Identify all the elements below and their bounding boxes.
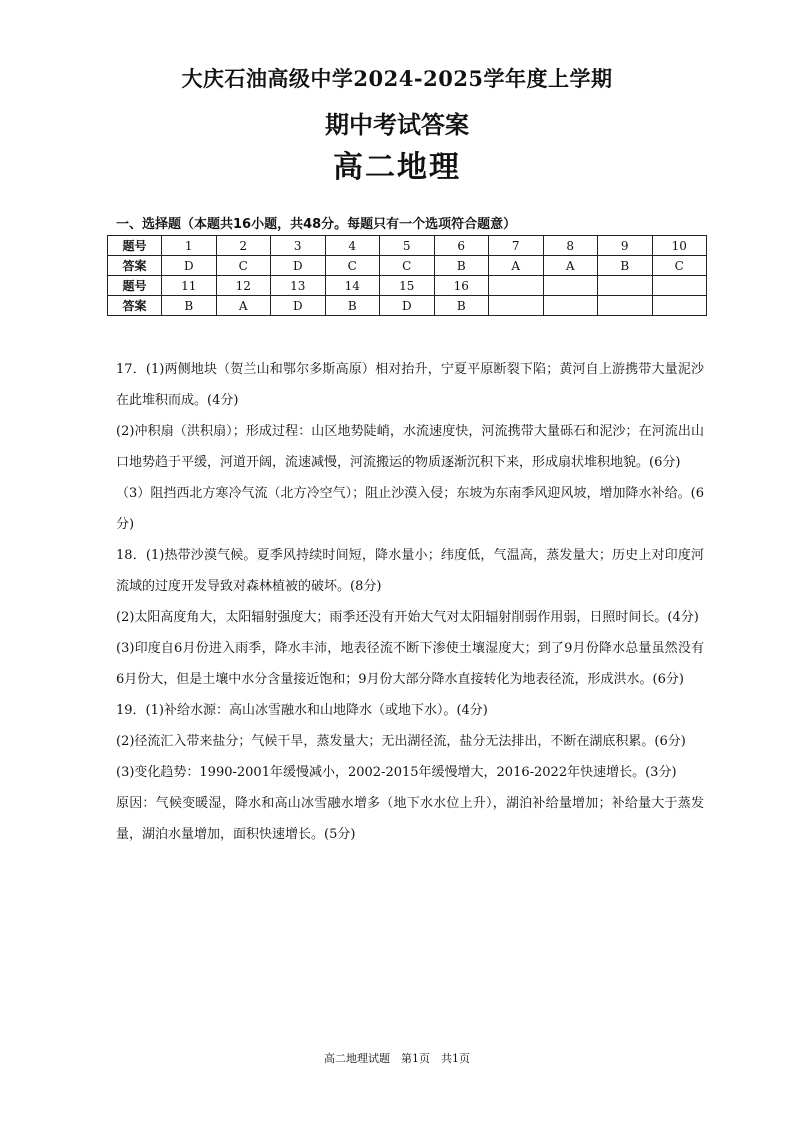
question-number: 1 (162, 236, 217, 256)
question-number: 14 (325, 276, 380, 296)
answer-cell: D (271, 296, 326, 316)
question-number: 11 (162, 276, 217, 296)
exam-title: 期中考试答案 (325, 110, 469, 139)
question-number: 9 (598, 236, 653, 256)
empty-cell (489, 276, 544, 296)
answer-cell: C (325, 256, 380, 276)
answer-cell: C (216, 256, 271, 276)
question-number: 6 (434, 236, 489, 256)
empty-cell (598, 276, 653, 296)
answer-cell: B (598, 256, 653, 276)
question-number: 13 (271, 276, 326, 296)
answer-cell: A (216, 296, 271, 316)
answer-cell: D (271, 256, 326, 276)
empty-cell (598, 296, 653, 316)
empty-cell (489, 296, 544, 316)
answer-17-part-2: (2)冲积扇（洪积扇）；形成过程：山区地势陡峭，水流速度快，河流携带大量砾石和泥沙；在河流出山口地势趋于平缓，河道开阔，流速减慢，河流搬运的物质逐渐沉积下来，形成扇状堆积地貌。(6分) (116, 424, 704, 470)
answer-cell: A (489, 256, 544, 276)
free-response-answers (116, 354, 704, 850)
empty-cell (543, 296, 598, 316)
empty-cell (652, 296, 707, 316)
answer-cell: C (652, 256, 707, 276)
empty-cell (543, 276, 598, 296)
answer-cell: B (434, 256, 489, 276)
answer-17-part-1: 17．(1)两侧地块（贺兰山和鄂尔多斯高原）相对抬升，宁夏平原断裂下陷；黄河自上游携带大量泥沙在此堆积而成。(4分) (116, 362, 704, 408)
row-label-question: 题号 (108, 236, 162, 256)
answer-cell: A (543, 256, 598, 276)
question-number: 16 (434, 276, 489, 296)
question-number: 2 (216, 236, 271, 256)
answer-cell: D (380, 296, 435, 316)
question-number: 3 (271, 236, 326, 256)
table-row (108, 236, 707, 256)
answer-cell: B (325, 296, 380, 316)
row-label-answer: 答案 (108, 256, 162, 276)
row-label-question: 题号 (108, 276, 162, 296)
question-number: 7 (489, 236, 544, 256)
empty-cell (652, 276, 707, 296)
table-row (108, 256, 707, 276)
question-number: 5 (380, 236, 435, 256)
answer-19-part-1: 19．(1)补给水源：高山冰雪融水和山地降水（或地下水）。(4分) (116, 703, 488, 718)
question-number: 10 (652, 236, 707, 256)
answer-18-part-1: 18．(1)热带沙漠气候。夏季风持续时间短，降水量小；纬度低，气温高，蒸发量大；历史上对印度河流域的过度开发导致对森林植被的破坏。(8分) (116, 548, 704, 594)
table-row (108, 276, 707, 296)
question-number: 15 (380, 276, 435, 296)
answer-19-part-3: (3)变化趋势：1990-2001年缓慢减小，2002-2015年缓慢增大，2016-2022年快速增长。(3分) (116, 765, 677, 780)
answer-19-part-2: (2)径流汇入带来盐分；气候干旱，蒸发量大；无出湖径流，盐分无法排出，不断在湖底积累。(6分) (116, 734, 686, 749)
section-heading-multiple-choice: 一、选择题（本题共16小题，共48分。每题只有一个选项符合题意） (116, 217, 517, 232)
table-row (108, 296, 707, 316)
question-number: 12 (216, 276, 271, 296)
answer-cell: C (380, 256, 435, 276)
answer-table (107, 235, 707, 316)
answer-cell: D (162, 256, 217, 276)
answer-cell: B (162, 296, 217, 316)
answer-18-part-3: (3)印度自6月份进入雨季，降水丰沛，地表径流不断下渗使土壤湿度大；到了9月份降水总量虽然没有6月份大，但是土壤中水分含量接近饱和；9月份大部分降水直接转化为地表径流，形成洪水。(6分) (116, 641, 704, 687)
answer-19-part-3-reason: 原因：气候变暖湿，降水和高山冰雪融水增多（地下水水位上升），湖泊补给量增加；补给量大于蒸发量，湖泊水量增加，面积快速增长。(5分) (116, 796, 704, 842)
question-number: 8 (543, 236, 598, 256)
answer-cell: B (434, 296, 489, 316)
subject-title: 高二地理 (333, 150, 461, 185)
school-title: 大庆石油高级中学2024-2025学年度上学期 (181, 66, 613, 91)
row-label-answer: 答案 (108, 296, 162, 316)
answer-18-part-2: (2)太阳高度角大，太阳辐射强度大；雨季还没有开始大气对太阳辐射削弱作用弱，日照时间长。(4分) (116, 610, 699, 625)
answer-17-part-3: （3）阻挡西北方寒冷气流（北方冷空气）；阻止沙漠入侵；东坡为东南季风迎风坡，增加降水补给。(6分) (116, 486, 704, 532)
page-footer: 高二地理试题 第1页 共1页 (324, 1052, 470, 1065)
question-number: 4 (325, 236, 380, 256)
